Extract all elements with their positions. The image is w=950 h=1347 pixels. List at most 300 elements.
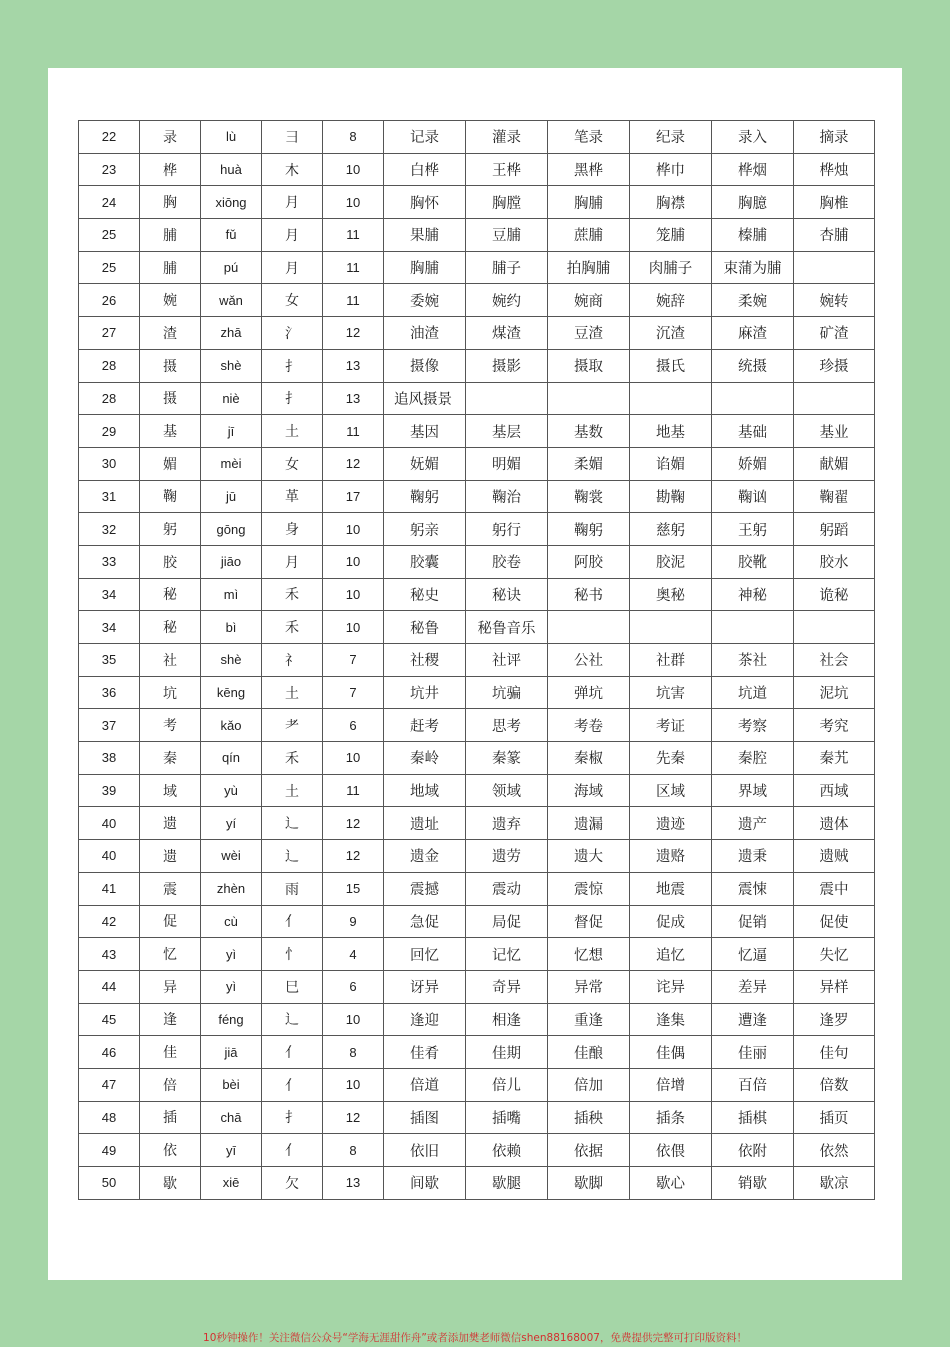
cell-word-3: 阿胶: [548, 545, 630, 578]
cell-row-number: 32: [79, 513, 140, 546]
cell-pinyin: bèi: [201, 1068, 262, 1101]
cell-pinyin: jū: [201, 480, 262, 513]
cell-word-1: 鞠躬: [384, 480, 466, 513]
cell-word-5: 麻渣: [712, 317, 794, 350]
cell-row-number: 45: [79, 1003, 140, 1036]
cell-stroke-count: 10: [323, 611, 384, 644]
cell-word-2: 灌录: [466, 121, 548, 154]
cell-word-5: 茶社: [712, 644, 794, 677]
cell-word-5: 胶靴: [712, 545, 794, 578]
cell-word-6: [794, 382, 875, 415]
cell-radical: 女: [262, 447, 323, 480]
cell-stroke-count: 12: [323, 840, 384, 873]
table-row: [79, 1134, 875, 1167]
cell-stroke-count: 10: [323, 153, 384, 186]
table-row: [79, 382, 875, 415]
cell-pinyin: fǔ: [201, 219, 262, 252]
cell-word-5: 遗产: [712, 807, 794, 840]
cell-word-2: 躬行: [466, 513, 548, 546]
cell-word-2: 遗弃: [466, 807, 548, 840]
cell-radical: 女: [262, 284, 323, 317]
cell-word-5: [712, 382, 794, 415]
cell-word-1: 白桦: [384, 153, 466, 186]
cell-word-6: [794, 611, 875, 644]
cell-character: 秦: [140, 742, 201, 775]
cell-character: 摄: [140, 349, 201, 382]
cell-pinyin: wèi: [201, 840, 262, 873]
table-row: [79, 317, 875, 350]
cell-word-2: 胶卷: [466, 545, 548, 578]
cell-word-1: 倍道: [384, 1068, 466, 1101]
cell-pinyin: jī: [201, 415, 262, 448]
cell-pinyin: chā: [201, 1101, 262, 1134]
cell-word-2: 坑骗: [466, 676, 548, 709]
cell-word-6: 矿渣: [794, 317, 875, 350]
cell-radical: 彐: [262, 121, 323, 154]
cell-row-number: 38: [79, 742, 140, 775]
cell-word-1: 坑井: [384, 676, 466, 709]
cell-word-6: 诡秘: [794, 578, 875, 611]
cell-word-1: 地域: [384, 774, 466, 807]
cell-word-1: 躬亲: [384, 513, 466, 546]
table-row: [79, 611, 875, 644]
cell-word-6: 遗贼: [794, 840, 875, 873]
cell-stroke-count: 10: [323, 513, 384, 546]
cell-word-6: 震中: [794, 872, 875, 905]
cell-word-6: 促使: [794, 905, 875, 938]
cell-word-5: 鞠讻: [712, 480, 794, 513]
cell-stroke-count: 11: [323, 774, 384, 807]
table-row: [79, 349, 875, 382]
cell-word-6: 插页: [794, 1101, 875, 1134]
cell-word-3: 笔录: [548, 121, 630, 154]
cell-radical: 月: [262, 251, 323, 284]
cell-word-2: 豆脯: [466, 219, 548, 252]
cell-word-4: 遗迹: [630, 807, 712, 840]
cell-stroke-count: 9: [323, 905, 384, 938]
cell-word-3: 忆想: [548, 938, 630, 971]
cell-character: 遗: [140, 807, 201, 840]
cell-word-1: 秘史: [384, 578, 466, 611]
cell-row-number: 35: [79, 644, 140, 677]
cell-stroke-count: 7: [323, 676, 384, 709]
cell-word-2: 秦篆: [466, 742, 548, 775]
cell-row-number: 36: [79, 676, 140, 709]
cell-word-3: 摄取: [548, 349, 630, 382]
cell-word-3: 异常: [548, 970, 630, 1003]
cell-stroke-count: 12: [323, 807, 384, 840]
cell-character: 佳: [140, 1036, 201, 1069]
cell-word-5: 插棋: [712, 1101, 794, 1134]
cell-word-3: 遗漏: [548, 807, 630, 840]
table-row: [79, 121, 875, 154]
cell-word-5: 考察: [712, 709, 794, 742]
table-row: [79, 1101, 875, 1134]
cell-word-3: 蔗脯: [548, 219, 630, 252]
cell-character: 媚: [140, 447, 201, 480]
cell-word-4: 胶泥: [630, 545, 712, 578]
cell-word-2: 遗劳: [466, 840, 548, 873]
cell-word-2: 倍儿: [466, 1068, 548, 1101]
cell-word-6: 泥坑: [794, 676, 875, 709]
cell-word-2: 领域: [466, 774, 548, 807]
cell-radical: 亻: [262, 905, 323, 938]
cell-word-3: 考卷: [548, 709, 630, 742]
table-row: [79, 905, 875, 938]
cell-word-6: 异样: [794, 970, 875, 1003]
cell-row-number: 49: [79, 1134, 140, 1167]
cell-pinyin: niè: [201, 382, 262, 415]
cell-radical: 禾: [262, 578, 323, 611]
cell-word-3: 婉商: [548, 284, 630, 317]
cell-word-3: 公社: [548, 644, 630, 677]
cell-character: 促: [140, 905, 201, 938]
cell-radical: 禾: [262, 611, 323, 644]
table-row: [79, 578, 875, 611]
cell-word-3: 歇脚: [548, 1167, 630, 1200]
cell-radical: 亻: [262, 1134, 323, 1167]
cell-row-number: 28: [79, 382, 140, 415]
cell-character: 域: [140, 774, 201, 807]
cell-word-5: 差异: [712, 970, 794, 1003]
cell-radical: 欠: [262, 1167, 323, 1200]
cell-pinyin: zhā: [201, 317, 262, 350]
cell-word-5: 桦烟: [712, 153, 794, 186]
cell-word-1: 委婉: [384, 284, 466, 317]
cell-word-3: 弹坑: [548, 676, 630, 709]
cell-word-5: 坑道: [712, 676, 794, 709]
cell-word-4: 地震: [630, 872, 712, 905]
cell-word-1: 摄像: [384, 349, 466, 382]
cell-character: 鞠: [140, 480, 201, 513]
cell-stroke-count: 8: [323, 1036, 384, 1069]
cell-word-1: 震撼: [384, 872, 466, 905]
cell-word-4: 佳偶: [630, 1036, 712, 1069]
cell-pinyin: shè: [201, 349, 262, 382]
cell-row-number: 44: [79, 970, 140, 1003]
cell-word-6: 佳句: [794, 1036, 875, 1069]
cell-word-6: 依然: [794, 1134, 875, 1167]
cell-word-4: 区域: [630, 774, 712, 807]
cell-word-2: 社评: [466, 644, 548, 677]
cell-word-4: 沉渣: [630, 317, 712, 350]
cell-stroke-count: 12: [323, 1101, 384, 1134]
cell-radical: 扌: [262, 1101, 323, 1134]
cell-word-2: 歇腿: [466, 1167, 548, 1200]
cell-word-4: 谄媚: [630, 447, 712, 480]
cell-stroke-count: 11: [323, 251, 384, 284]
table-row: [79, 807, 875, 840]
cell-row-number: 24: [79, 186, 140, 219]
cell-character: 考: [140, 709, 201, 742]
cell-word-1: 胸脯: [384, 251, 466, 284]
character-table: [78, 120, 875, 1200]
cell-stroke-count: 11: [323, 219, 384, 252]
cell-radical: 月: [262, 545, 323, 578]
cell-radical: 月: [262, 219, 323, 252]
cell-word-3: 震惊: [548, 872, 630, 905]
cell-pinyin: lù: [201, 121, 262, 154]
cell-radical: 禾: [262, 742, 323, 775]
table-row: [79, 709, 875, 742]
cell-word-2: 摄影: [466, 349, 548, 382]
cell-character: 逢: [140, 1003, 201, 1036]
cell-character: 婉: [140, 284, 201, 317]
cell-row-number: 25: [79, 251, 140, 284]
cell-row-number: 40: [79, 807, 140, 840]
cell-row-number: 43: [79, 938, 140, 971]
cell-radical: 土: [262, 676, 323, 709]
cell-word-1: 回忆: [384, 938, 466, 971]
cell-word-5: [712, 611, 794, 644]
table-row: [79, 774, 875, 807]
table-row: [79, 1003, 875, 1036]
cell-word-4: 慈躬: [630, 513, 712, 546]
table-row: [79, 219, 875, 252]
cell-word-5: 秦腔: [712, 742, 794, 775]
cell-word-2: 思考: [466, 709, 548, 742]
cell-pinyin: cù: [201, 905, 262, 938]
cell-stroke-count: 4: [323, 938, 384, 971]
cell-word-3: 倍加: [548, 1068, 630, 1101]
cell-character: 社: [140, 644, 201, 677]
cell-word-1: 胸怀: [384, 186, 466, 219]
cell-word-2: [466, 382, 548, 415]
cell-character: 歇: [140, 1167, 201, 1200]
table-row: [79, 742, 875, 775]
cell-word-4: [630, 611, 712, 644]
cell-word-1: 基因: [384, 415, 466, 448]
cell-stroke-count: 11: [323, 415, 384, 448]
cell-character: 胸: [140, 186, 201, 219]
cell-row-number: 30: [79, 447, 140, 480]
cell-word-6: 杏脯: [794, 219, 875, 252]
cell-word-5: 王躬: [712, 513, 794, 546]
cell-word-4: 先秦: [630, 742, 712, 775]
cell-word-2: 胸膛: [466, 186, 548, 219]
cell-word-4: 桦巾: [630, 153, 712, 186]
cell-word-3: 遗大: [548, 840, 630, 873]
cell-word-6: 珍摄: [794, 349, 875, 382]
cell-word-6: 失忆: [794, 938, 875, 971]
cell-word-6: 歇凉: [794, 1167, 875, 1200]
cell-row-number: 47: [79, 1068, 140, 1101]
cell-word-3: 海域: [548, 774, 630, 807]
cell-pinyin: jiāo: [201, 545, 262, 578]
cell-word-6: 鞠翟: [794, 480, 875, 513]
cell-word-4: 追忆: [630, 938, 712, 971]
cell-pinyin: yù: [201, 774, 262, 807]
cell-word-3: 柔媚: [548, 447, 630, 480]
cell-radical: 耂: [262, 709, 323, 742]
cell-pinyin: xiōng: [201, 186, 262, 219]
cell-word-1: 间歇: [384, 1167, 466, 1200]
cell-character: 遗: [140, 840, 201, 873]
cell-radical: 扌: [262, 349, 323, 382]
cell-word-2: 明媚: [466, 447, 548, 480]
cell-word-4: 促成: [630, 905, 712, 938]
cell-word-1: 追风摄景: [384, 382, 466, 415]
cell-radical: 巳: [262, 970, 323, 1003]
cell-word-6: 躬蹈: [794, 513, 875, 546]
cell-word-6: 献媚: [794, 447, 875, 480]
cell-word-2: 插嘴: [466, 1101, 548, 1134]
cell-row-number: 28: [79, 349, 140, 382]
table-row: [79, 872, 875, 905]
cell-character: 胶: [140, 545, 201, 578]
cell-stroke-count: 10: [323, 578, 384, 611]
cell-pinyin: huà: [201, 153, 262, 186]
cell-character: 坑: [140, 676, 201, 709]
cell-character: 躬: [140, 513, 201, 546]
cell-word-2: 佳期: [466, 1036, 548, 1069]
cell-stroke-count: 6: [323, 709, 384, 742]
cell-word-3: 拍胸脯: [548, 251, 630, 284]
cell-word-3: 鞠躬: [548, 513, 630, 546]
cell-radical: 辶: [262, 840, 323, 873]
cell-word-5: 娇媚: [712, 447, 794, 480]
cell-word-5: 统摄: [712, 349, 794, 382]
cell-row-number: 37: [79, 709, 140, 742]
cell-row-number: 31: [79, 480, 140, 513]
cell-pinyin: yì: [201, 938, 262, 971]
cell-word-6: [794, 251, 875, 284]
cell-word-4: 奥秘: [630, 578, 712, 611]
cell-word-5: 神秘: [712, 578, 794, 611]
cell-word-6: 摘录: [794, 121, 875, 154]
cell-word-2: 局促: [466, 905, 548, 938]
cell-word-5: 遭逢: [712, 1003, 794, 1036]
cell-word-5: 录入: [712, 121, 794, 154]
cell-word-1: 遗金: [384, 840, 466, 873]
cell-word-6: 胶水: [794, 545, 875, 578]
cell-character: 插: [140, 1101, 201, 1134]
cell-row-number: 22: [79, 121, 140, 154]
cell-pinyin: kēng: [201, 676, 262, 709]
cell-word-3: 依据: [548, 1134, 630, 1167]
cell-word-6: 桦烛: [794, 153, 875, 186]
cell-word-2: 婉约: [466, 284, 548, 317]
cell-word-6: 考究: [794, 709, 875, 742]
cell-word-5: 胸臆: [712, 186, 794, 219]
cell-word-6: 胸椎: [794, 186, 875, 219]
cell-stroke-count: 13: [323, 382, 384, 415]
cell-word-3: 豆渣: [548, 317, 630, 350]
cell-stroke-count: 10: [323, 545, 384, 578]
cell-word-6: 遗体: [794, 807, 875, 840]
cell-radical: 辶: [262, 807, 323, 840]
cell-pinyin: yì: [201, 970, 262, 1003]
cell-row-number: 29: [79, 415, 140, 448]
cell-word-6: 倍数: [794, 1068, 875, 1101]
table-row: [79, 676, 875, 709]
cell-word-3: 秦椒: [548, 742, 630, 775]
cell-radical: 亻: [262, 1068, 323, 1101]
cell-word-6: 西域: [794, 774, 875, 807]
table-row: [79, 186, 875, 219]
cell-word-2: 依赖: [466, 1134, 548, 1167]
cell-pinyin: mì: [201, 578, 262, 611]
cell-pinyin: kǎo: [201, 709, 262, 742]
cell-word-4: 笼脯: [630, 219, 712, 252]
document-page: [48, 68, 902, 1280]
cell-word-2: 震动: [466, 872, 548, 905]
cell-word-2: 秘诀: [466, 578, 548, 611]
cell-word-4: 歇心: [630, 1167, 712, 1200]
cell-word-1: 秘鲁: [384, 611, 466, 644]
cell-pinyin: zhèn: [201, 872, 262, 905]
cell-pinyin: bì: [201, 611, 262, 644]
cell-row-number: 41: [79, 872, 140, 905]
cell-word-2: 王桦: [466, 153, 548, 186]
cell-stroke-count: 15: [323, 872, 384, 905]
cell-radical: 扌: [262, 382, 323, 415]
cell-pinyin: shè: [201, 644, 262, 677]
cell-word-6: 秦艽: [794, 742, 875, 775]
cell-word-1: 佳肴: [384, 1036, 466, 1069]
cell-character: 秘: [140, 578, 201, 611]
cell-character: 桦: [140, 153, 201, 186]
cell-word-4: 坑害: [630, 676, 712, 709]
table-row: [79, 284, 875, 317]
cell-stroke-count: 13: [323, 1167, 384, 1200]
table-row: [79, 513, 875, 546]
table-row: [79, 480, 875, 513]
cell-word-5: 促销: [712, 905, 794, 938]
cell-stroke-count: 6: [323, 970, 384, 1003]
table-row: [79, 415, 875, 448]
table-row: [79, 1167, 875, 1200]
cell-word-2: 相逢: [466, 1003, 548, 1036]
cell-word-2: 鞠治: [466, 480, 548, 513]
cell-word-4: 婉辞: [630, 284, 712, 317]
cell-row-number: 33: [79, 545, 140, 578]
cell-character: 依: [140, 1134, 201, 1167]
footer-notice: 10秒钟操作！关注微信公众号“学海无涯甜作舟”或者添加樊老师微信shen88168007，免费提供完整可打印版资料！: [203, 1332, 747, 1344]
cell-word-3: 佳酿: [548, 1036, 630, 1069]
cell-radical: 土: [262, 774, 323, 807]
cell-word-1: 遗址: [384, 807, 466, 840]
table-row: [79, 1068, 875, 1101]
cell-word-4: 地基: [630, 415, 712, 448]
cell-word-5: 震悚: [712, 872, 794, 905]
cell-row-number: 27: [79, 317, 140, 350]
cell-radical: 木: [262, 153, 323, 186]
cell-word-1: 赶考: [384, 709, 466, 742]
cell-word-3: 黑桦: [548, 153, 630, 186]
cell-radical: 身: [262, 513, 323, 546]
cell-stroke-count: 10: [323, 1003, 384, 1036]
cell-stroke-count: 10: [323, 186, 384, 219]
cell-word-1: 逢迎: [384, 1003, 466, 1036]
table-row: [79, 447, 875, 480]
cell-word-4: 肉脯子: [630, 251, 712, 284]
table-row: [79, 251, 875, 284]
cell-word-2: 基层: [466, 415, 548, 448]
cell-pinyin: yī: [201, 1134, 262, 1167]
table-row: [79, 1036, 875, 1069]
cell-pinyin: qín: [201, 742, 262, 775]
cell-stroke-count: 8: [323, 1134, 384, 1167]
cell-word-4: 考证: [630, 709, 712, 742]
cell-row-number: 48: [79, 1101, 140, 1134]
cell-word-4: 社群: [630, 644, 712, 677]
cell-row-number: 26: [79, 284, 140, 317]
cell-word-1: 记录: [384, 121, 466, 154]
cell-word-5: 榛脯: [712, 219, 794, 252]
cell-radical: 土: [262, 415, 323, 448]
cell-word-4: 纪录: [630, 121, 712, 154]
